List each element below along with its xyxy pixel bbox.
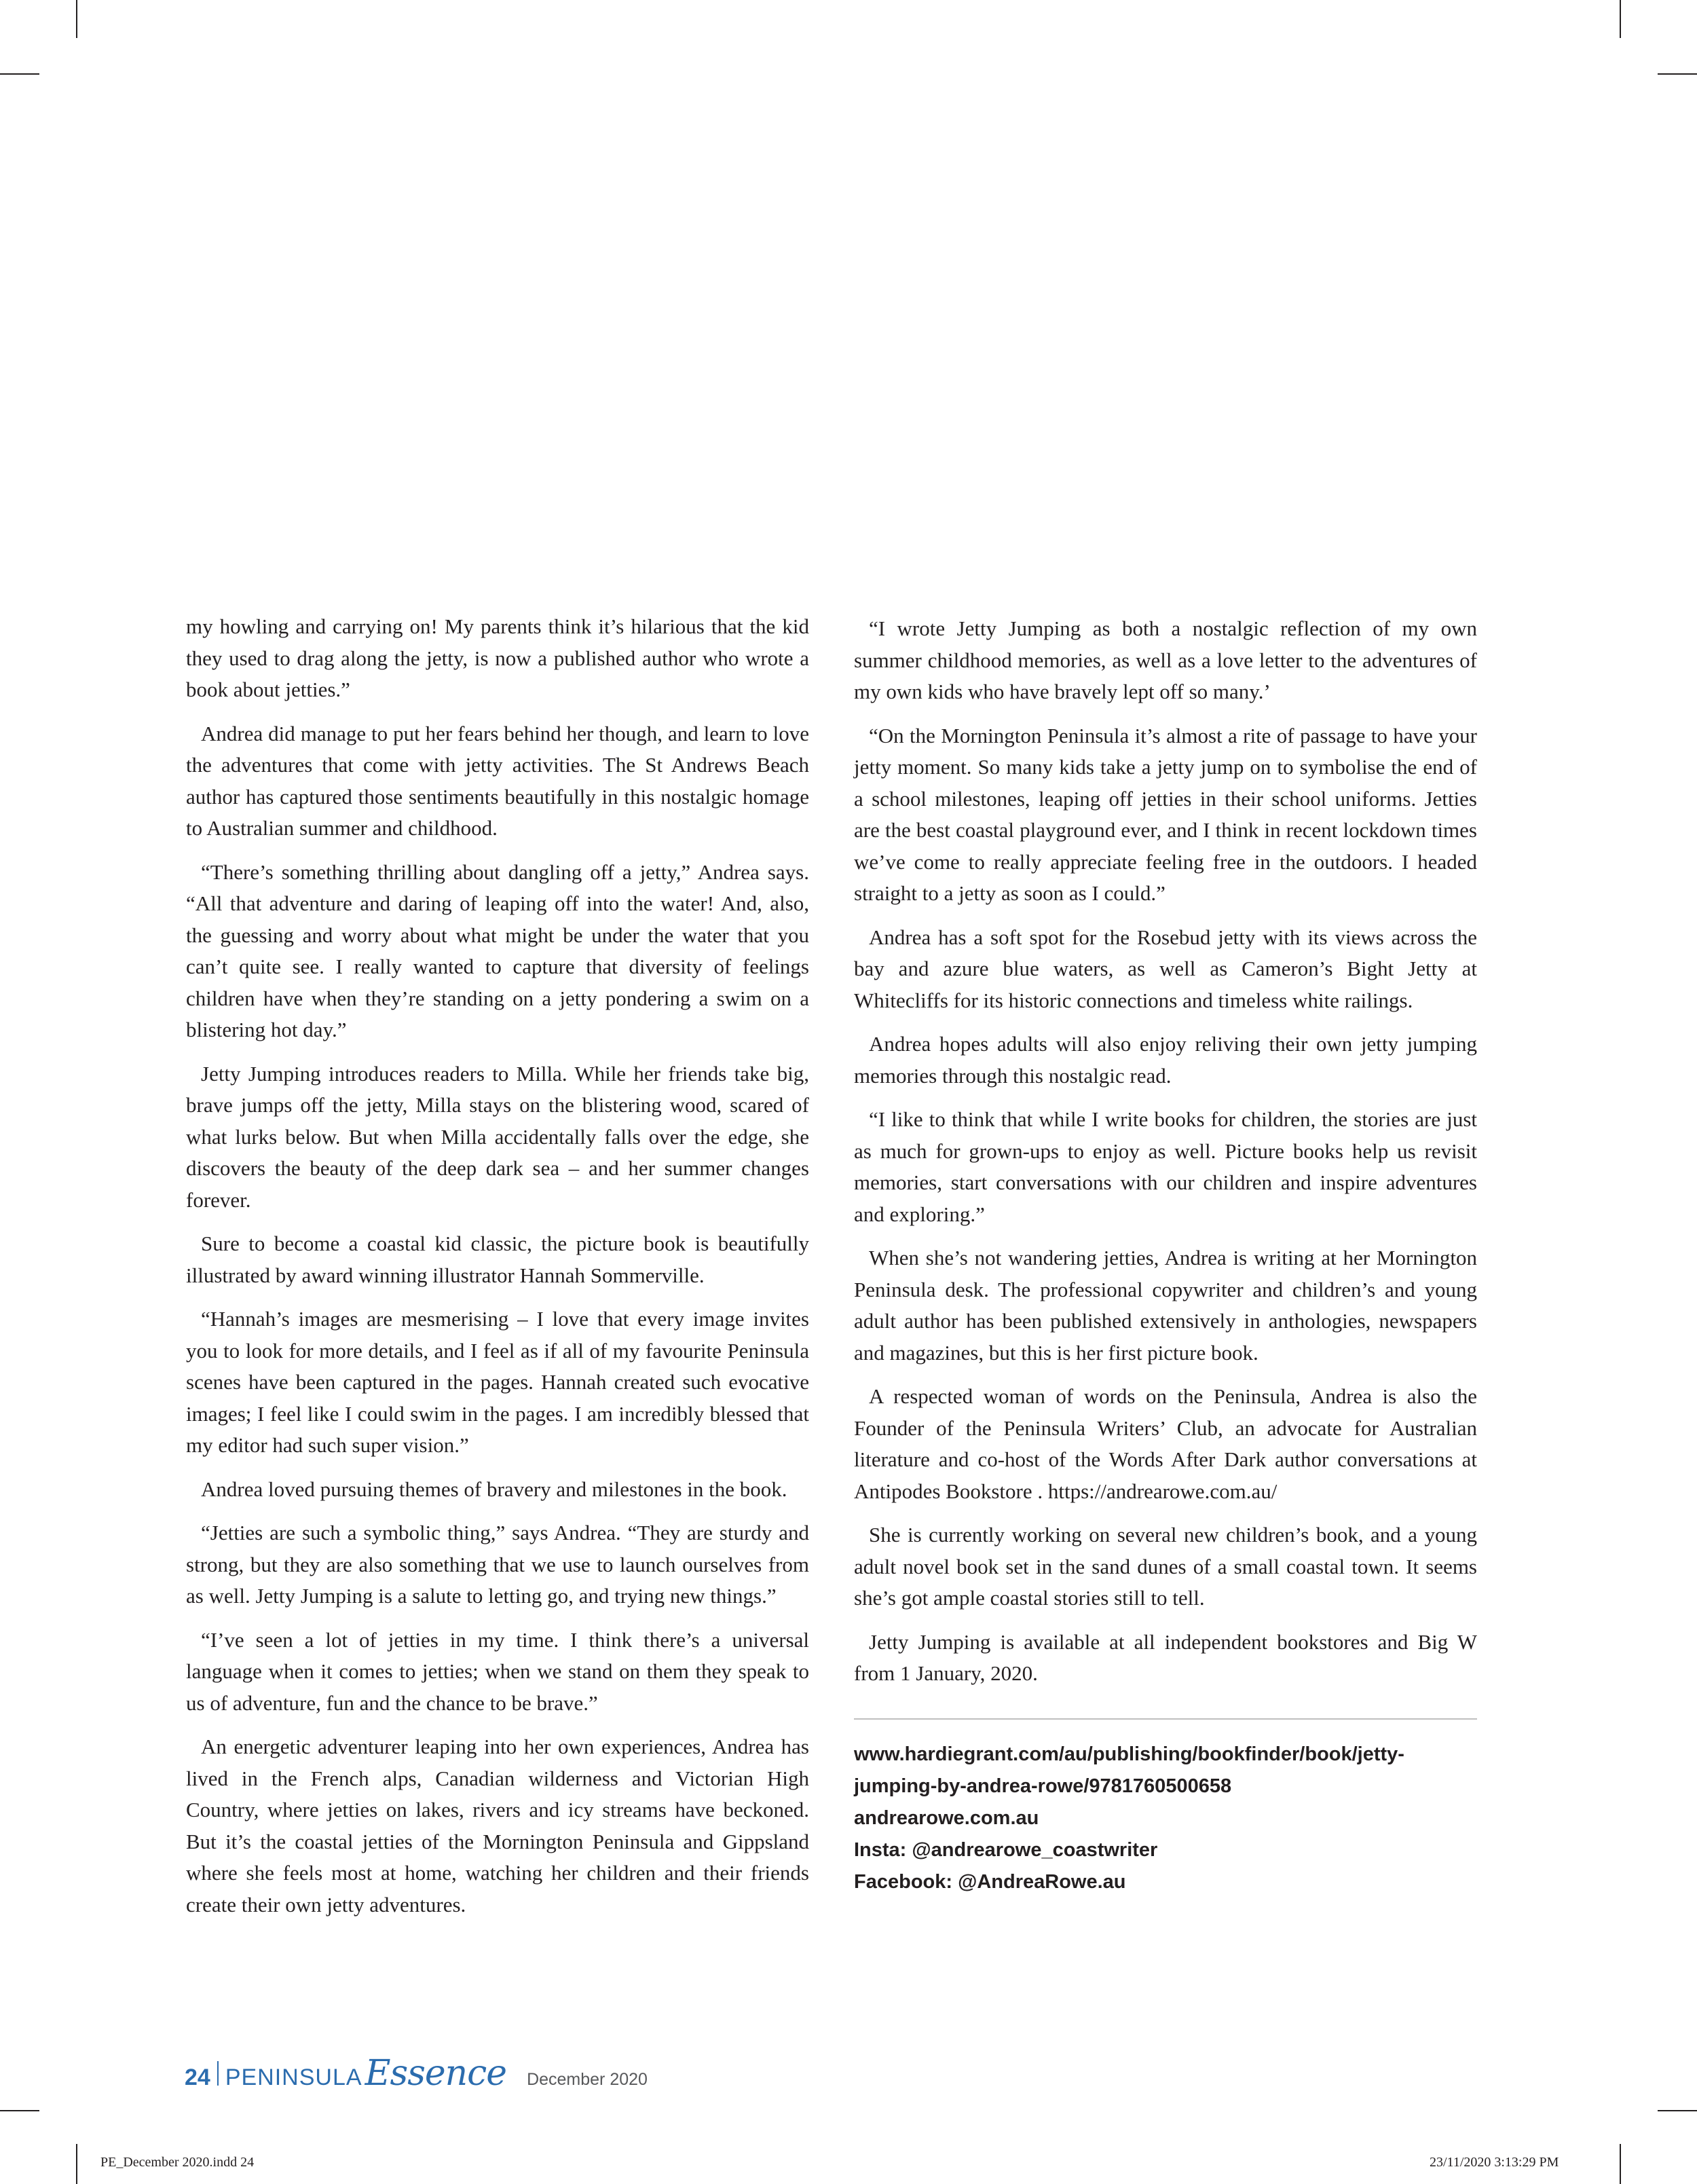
paragraph: my howling and carrying on! My parents think it’s hilarious that the kid they used to drag along the jetty, is now a published author who wrote a book about jetties.” xyxy=(186,614,809,701)
crop-mark-left-top xyxy=(0,73,39,75)
paragraph: She is currently working on several new children’s book, and a young adult novel book set in the sand dunes of a small coastal town. It seems she’s got ample coastal stories still to tell. xyxy=(854,1523,1477,1610)
link-publisher[interactable]: www.hardiegrant.com/au/publishing/bookfinder/book/jetty-jumping-by-andrea-rowe/9781760500658 xyxy=(854,1743,1404,1797)
article-column-right xyxy=(854,613,1477,1898)
links-divider xyxy=(854,1718,1477,1720)
paragraph: When she’s not wandering jetties, Andrea is writing at her Mornington Peninsula desk. The professional copywriter and children’s and young adult author has been published extensively in anthologies, newspapers and magazines, but this is her first picture book. xyxy=(854,1246,1477,1365)
paragraph: “Hannah’s images are mesmerising – I love that every image invites you to look for more details, and I feel as if all of my favourite Peninsula scenes have been captured in the pages. Hannah created such evocative images; I feel like I could swim in the pages. I am incredibly blessed that my editor had such super vision.” xyxy=(186,1307,809,1457)
magazine-script-logo: Essence xyxy=(365,2053,507,2094)
paragraph: Andrea has a soft spot for the Rosebud jetty with its views across the bay and azure blue waters, as well as Cameron’s Bight Jetty at Whitecliffs for its historic connections and timeless white railings. xyxy=(854,925,1477,1012)
crop-mark-top-left xyxy=(76,0,77,38)
paragraph: Andrea hopes adults will also enjoy reliving their own jetty jumping memories through this nostalgic read. xyxy=(854,1032,1477,1088)
paragraph: “On the Mornington Peninsula it’s almost a rite of passage to have your jetty moment. So many kids take a jetty jump on to symbolise the end of a school milestones, leaping off jetties in their school uniforms. Jetties are the best coastal playground ever, and I think in recent lockdown times we’ve come to really appreciate feeling free in the outdoors. I headed straight to a jetty as soon as I could.” xyxy=(854,723,1477,905)
paragraph: Andrea loved pursuing themes of bravery and milestones in the book. xyxy=(201,1477,787,1501)
paragraph: “I wrote Jetty Jumping as both a nostalgic reflection of my own summer childhood memories, as well as a love letter to the adventures of my own kids who have bravely lept off so many.’ xyxy=(854,616,1477,703)
slug-timestamp: 23/11/2020 3:13:29 PM xyxy=(1430,2155,1559,2170)
paragraph: Jetty Jumping introduces readers to Milla. While her friends take big, brave jumps off the jetty, Milla stays on the blistering wood, scared of what lurks below. But when Milla accidentally falls over the edge, she discovers the beauty of the deep dark sea – and her summer changes forever. xyxy=(186,1061,809,1212)
crop-mark-right-bottom xyxy=(1658,2110,1697,2111)
crop-mark-right-top xyxy=(1658,73,1697,75)
crop-mark-bottom-left xyxy=(76,2144,77,2184)
article-column-left xyxy=(186,611,809,1933)
links-list xyxy=(854,1739,1477,1898)
paragraph: A respected woman of words on the Peninsula, Andrea is also the Founder of the Peninsula Writers’ Club, an advocate for Australian literature and co-host of the Words After Dark author conversations at Antipodes Bookstore . https://andrearowe.com.au/ xyxy=(854,1384,1477,1503)
paragraph: “There’s something thrilling about dangling off a jetty,” Andrea says. “All that adventure and daring of leaping off into the water! And, also, the guessing and worry about what might be under the water that you can’t quite see. I really wanted to capture that diversity of feelings children have when they’re standing on a jetty pondering a swim on a blistering hot day.” xyxy=(186,859,809,1041)
paragraph: Sure to become a coastal kid classic, the picture book is beautifully illustrated by award winning illustrator Hannah Sommerville. xyxy=(186,1232,809,1287)
page-number: 24 xyxy=(185,2065,210,2090)
paragraph: “I like to think that while I write books for children, the stories are just as much for grown-ups to enjoy as well. Picture books help us revisit memories, start conversations with our children and inspire adventures and exploring.” xyxy=(854,1107,1477,1226)
page-footer xyxy=(185,2053,648,2094)
paragraph: “I’ve seen a lot of jetties in my time. I think there’s a universal language when it comes to jetties; when we stand on them they speak to us of adventure, fun and the chance to be brave.” xyxy=(186,1627,809,1715)
footer-divider xyxy=(217,2061,219,2086)
paragraph: Jetty Jumping is available at all independent bookstores and Big W from 1 January, 2020. xyxy=(854,1629,1477,1685)
magazine-name: PENINSULA xyxy=(225,2065,362,2090)
crop-mark-top-right xyxy=(1620,0,1621,38)
crop-mark-bottom-right xyxy=(1620,2144,1621,2184)
link-instagram[interactable]: Insta: @andrearowe_coastwriter xyxy=(854,1838,1158,1861)
slug-file-name: PE_December 2020.indd 24 xyxy=(100,2155,255,2170)
crop-mark-left-bottom xyxy=(0,2110,39,2111)
paragraph: Andrea did manage to put her fears behind her though, and learn to love the adventures that come with jetty activities. The St Andrews Beach author has captured those sentiments beautifully in this nostalgic homage to Australian summer and childhood. xyxy=(186,721,809,840)
paragraph: An energetic adventurer leaping into her own experiences, Andrea has lived in the French alps, Canadian wilderness and Victorian High Country, where jetties on lakes, rivers and icy streams have beckoned. But it’s the coastal jetties of the Mornington Peninsula and Gippsland where she feels most at home, watching her children and their friends create their own jetty adventures. xyxy=(186,1735,809,1917)
link-website[interactable]: andrearowe.com.au xyxy=(854,1807,1039,1829)
issue-date: December 2020 xyxy=(527,2070,648,2089)
link-facebook[interactable]: Facebook: @AndreaRowe.au xyxy=(854,1870,1126,1893)
paragraph: “Jetties are such a symbolic thing,” says Andrea. “They are sturdy and strong, but they are also something that we use to launch ourselves from as well. Jetty Jumping is a salute to letting go, and trying new things.” xyxy=(186,1521,809,1608)
